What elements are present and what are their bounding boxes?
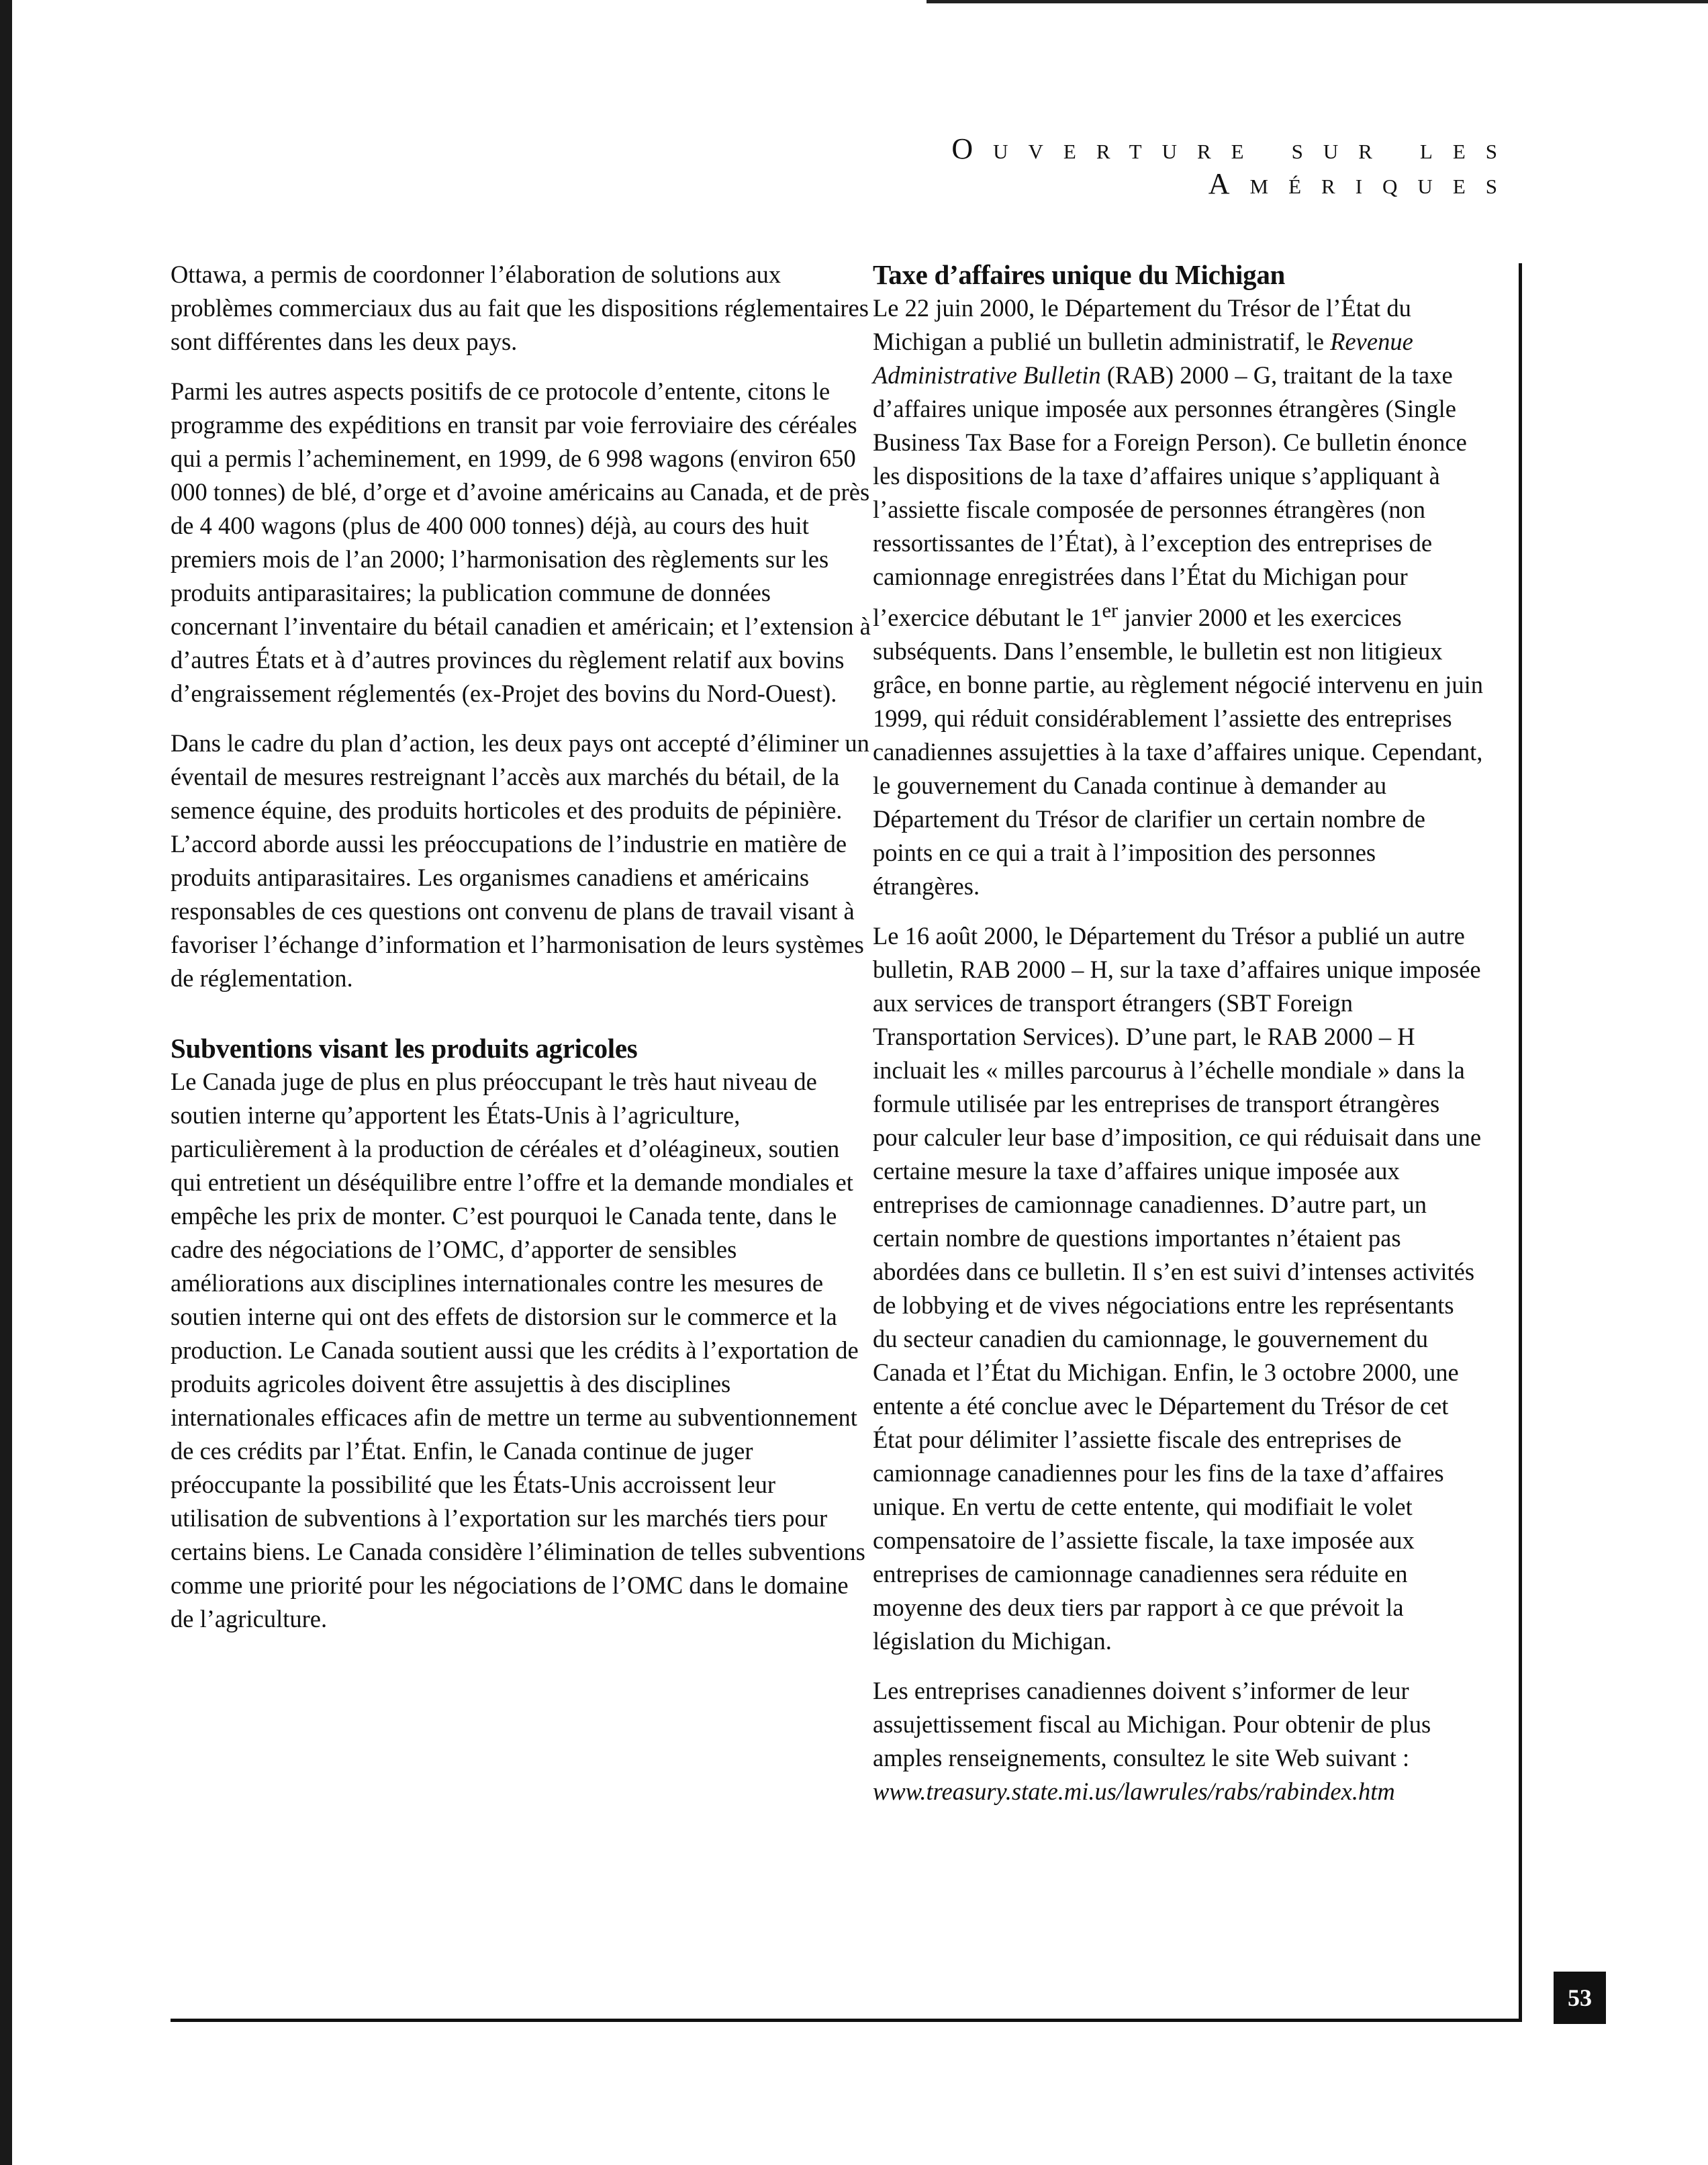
right-column [873, 258, 1484, 1825]
running-head-line-2: Amériques [1208, 167, 1517, 200]
page-number: 53 [1554, 1972, 1606, 2024]
paragraph [873, 291, 1484, 903]
text-run: Les entreprises canadiennes doivent s’informer de leur assujettissement fiscal au Michigan. Pour obtenir de plus amples renseignements, consultez le site Web suivant : [873, 1677, 1431, 1772]
section-heading-subventions: Subventions visant les produits agricoles [171, 1033, 638, 1064]
paragraph: Parmi les autres aspects positifs de ce protocole d’entente, citons le programme des expéditions en transit par voie ferroviaire des céréales qui a permis l’acheminement, en 1999, de 6 998 wagons (environ 650 000 tonnes) de blé, d’orge et d’avoine américains au Canada, et de près de 4 400 wagons (plus de 400 000 tonnes) déjà, au cours des huit premiers mois de l’an 2000; l’harmonisation des règlements sur les produits antiparasitaires; la publication commune de données concernant l’inventaire du bétail canadien et américain; et l’extension à d’autres États et à d’autres provinces du règlement relatif aux bovins d’engraissement réglementés (ex-Projet des bovins du Nord-Ouest). [171, 377, 871, 707]
text-run: Le 22 juin 2000, le Département du Trésor de l’État du Michigan a publié un bulletin administratif, le [873, 294, 1411, 355]
paragraph: Ottawa, a permis de coordonner l’élaboration de solutions aux problèmes commerciaux dus au fait que les dispositions réglementaires sont différentes dans les deux pays. [171, 261, 869, 355]
scan-top-rule [927, 0, 1708, 3]
scan-left-edge [0, 0, 12, 2165]
text-run: (RAB) 2000 – G, traitant de la taxe d’affaires unique imposée aux personnes étrangères (Single Business Tax Base for a Foreign Person). Ce bulletin énonce les dispositions de la taxe d’affaires unique s’appliquant à l’assiette fiscale composée de personnes étrangères (non ressortissantes de l’État), à l’exception des entreprises de camionnage enregistrées dans l’État du Michigan pour l’exercice débutant le 1 [873, 361, 1467, 632]
ordinal-superscript: er [1102, 599, 1119, 622]
sidebar-rule-vertical [1519, 263, 1522, 2019]
running-head [951, 132, 1517, 201]
website-link[interactable]: www.treasury.state.mi.us/lawrules/rabs/rabindex.htm [873, 1778, 1395, 1806]
running-head-line-1: Ouverture sur les [951, 132, 1517, 165]
left-column [171, 258, 875, 1652]
paragraph: Le Canada juge de plus en plus préoccupant le très haut niveau de soutien interne qu’apportent les États-Unis à l’agriculture, particulièrement à la production de céréales et d’oléagineux, soutien qui entretient un déséquilibre entre l’offre et la demande mondiales et empêche les prix de monter. C’est pourquoi le Canada tente, dans le cadre des négociations de l’OMC, d’apporter de sensibles améliorations aux disciplines internationales contre les mesures de soutien interne qui ont des effets de distorsion sur le commerce et la production. Le Canada soutient aussi que les crédits à l’exportation de produits agricoles doivent être assujettis à des disciplines internationales efficaces afin de mettre un terme au subventionnement de ces crédits par l’État. Enfin, le Canada continue de juger préoccupante la possibilité que les États-Unis accroissent leur utilisation de subventions à l’exportation sur les marchés tiers pour certains biens. Le Canada considère l’élimination de telles subventions comme une priorité pour les négociations de l’OMC dans le domaine de l’agriculture. [171, 1068, 865, 1632]
section-heading-michigan-tax: Taxe d’affaires unique du Michigan [873, 259, 1286, 290]
text-run: janvier 2000 et les exercices subséquents. Dans l’ensemble, le bulletin est non litigieux grâce, en bonne partie, au règlement négocié intervenu en juin 1999, qui réduit considérablement l’assiette des entreprises canadiennes assujetties à la taxe d’affaires unique. Cependant, le gouvernement du Canada continue à demander au Département du Trésor de clarifier un certain nombre de points en ce qui a trait à l’imposition des personnes étrangères. [873, 604, 1484, 901]
footer-rule [171, 2019, 1522, 2022]
paragraph: Dans le cadre du plan d’action, les deux pays ont accepté d’éliminer un éventail de mesures restreignant l’accès aux marchés du bétail, de la semence équine, des produits horticoles et des produits de pépinière. L’accord aborde aussi les préoccupations de l’industrie en matière de produits antiparasitaires. Les organismes canadiens et américains responsables de ces questions ont convenu de plans de travail visant à favoriser l’échange d’information et l’harmonisation de leurs systèmes de réglementation. [171, 729, 869, 992]
paragraph [873, 1674, 1484, 1808]
paragraph: Le 16 août 2000, le Département du Trésor a publié un autre bulletin, RAB 2000 – H, sur la taxe d’affaires unique imposée aux services de transport étrangers (SBT Foreign Transportation Services). D’une part, le RAB 2000 – H incluait les « milles parcourus à l’échelle mondiale » dans la formule utilisée par les entreprises de transport étrangères pour calculer leur base d’imposition, ce qui réduisait dans une certaine mesure la taxe d’affaires unique imposée aux entreprises de camionnage canadiennes. D’autre part, un certain nombre de questions importantes n’étaient pas abordées dans ce bulletin. Il s’en est suivi d’intenses activités de lobbying et de vives négociations entre les représentants du secteur canadien du camionnage, le gouvernement du Canada et l’État du Michigan. Enfin, le 3 octobre 2000, une entente a été conclue avec le Département du Trésor de cet État pour délimiter l’assiette fiscale des entreprises de camionnage canadiennes pour les fins de la taxe d’affaires unique. En vertu de cette entente, qui modifiait le volet compensatoire de l’assiette fiscale, la taxe imposée aux entreprises de camionnage canadiennes sera réduite en moyenne des deux tiers par rapport à ce que prévoit la législation du Michigan. [873, 922, 1482, 1655]
publication-title: Revenue Administrative Bulletin [873, 328, 1413, 389]
